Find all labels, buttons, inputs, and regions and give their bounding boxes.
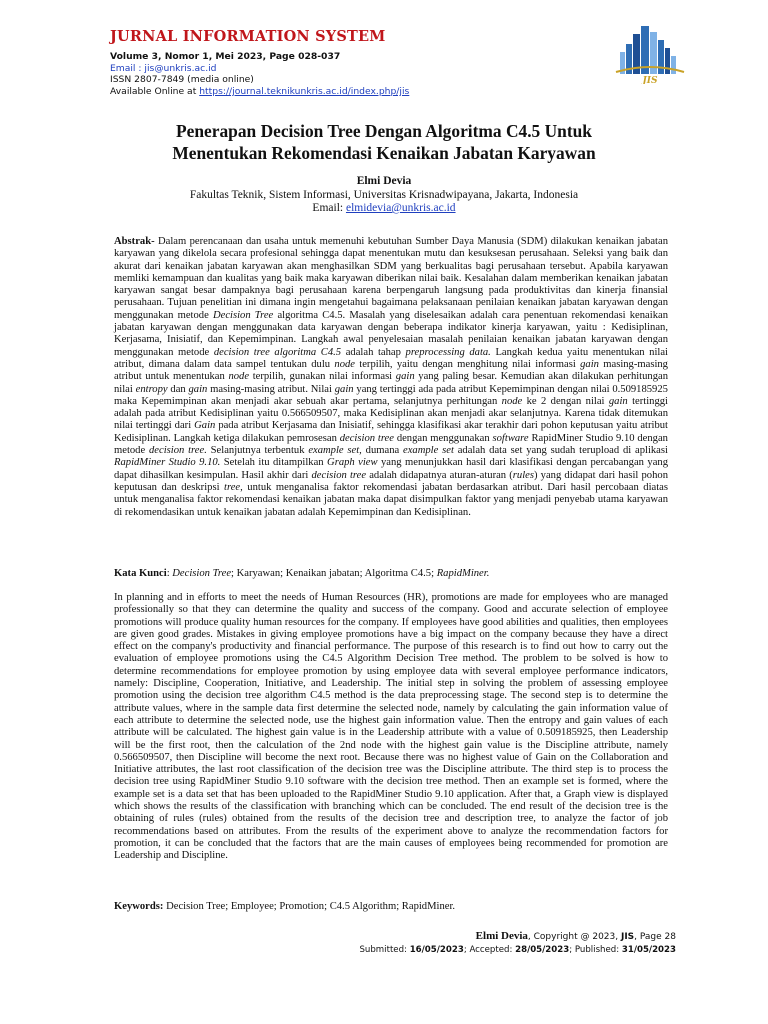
- abstract-italic: gain: [395, 371, 415, 383]
- title-line-2: Menentukan Rekomendasi Kenaikan Jabatan Karyawan: [172, 143, 596, 163]
- abstract-italic: preprocessing data.: [405, 346, 491, 358]
- abstract-text: adalah data set yang sudah terupload di aplikasi: [457, 445, 668, 457]
- abstract-text: dengan menggunakan: [396, 432, 490, 444]
- footer-copyright: [359, 930, 676, 944]
- abstract-text: Selanjutnya terbentuk: [210, 445, 305, 457]
- published-date: 31/05/2023: [621, 945, 676, 955]
- abstract-text: yang paling besar. Kemudian akan dilakukan perhitungan nilai: [114, 371, 669, 395]
- abstract-indonesian: [114, 236, 668, 519]
- jis-logo: [614, 22, 686, 84]
- abstract-text: ) yang didapat dari hasil pohon keputusan dan deskripsi: [114, 469, 668, 493]
- abstract-italic: Decision Tree: [212, 309, 274, 321]
- keyword-text: ; Karyawan; Kenaikan jabatan; Algoritma C4.5;: [231, 568, 435, 579]
- footer-copyright-text: , Copyright @ 2023,: [527, 932, 619, 942]
- abstract-italic: gain: [580, 358, 599, 370]
- keyword-italic: Decision Tree: [172, 568, 232, 579]
- abstract-italic: decision tree.: [149, 445, 207, 457]
- abstract-italic: gain: [334, 383, 354, 395]
- abstract-text: untuk menganalisa faktor rekomendasi jabatan berdasarkan atribut. Dari hasil percobaan diatas untuk menganalisa faktor rekomendasi kenaikan jabatan maka dapat disimpulkan faktor yang menjadi penyebab utama karyawan di rekomendasikan untuk kenaikan jabatan adalah Kepemimpinan dan Kedisiplinan.: [114, 481, 668, 518]
- abstract-italic: node: [228, 371, 250, 383]
- abstract-text: dan: [170, 383, 186, 395]
- buildings-logo-icon: [614, 22, 686, 84]
- abstract-label: Abstrak-: [114, 236, 155, 247]
- journal-name: JURNAL INFORMATION SYSTEM: [110, 28, 386, 45]
- abstract-text: RapidMiner Studio 9.10 dengan metode: [114, 432, 668, 457]
- abstract-italic: example set: [403, 445, 454, 457]
- footer-author: Elmi Devia: [475, 930, 528, 942]
- abstract-text: masing-masing atribut untuk menentukan: [114, 358, 668, 383]
- journal-issn: ISSN 2807-7849 (media online): [110, 74, 254, 86]
- published-label: ; Published:: [569, 945, 620, 955]
- abstract-text: Dalam perencanaan dan usaha untuk memenuhi kebutuhan Sumber Daya Manusia (SDM) dilakukan kenaikan jabatan karyawan yang dikelola secara profesional sehingga dapat menentukan mutu dan kesuksesan perusahaan. Seleksi yang baik dan akurat dari kenaikan jabatan karyawan akan menghasilkan SDM yang berkualitas bagi perusahaan tersebut. Apabila karyawan memliki kemampuan dan kualitas yang baik maka karyawan diberikan nilai baik. Kesalahan dalam memberikan kenaikan jabatan karyawan sangat besar dampaknya bagi perusahaan karena berpengaruh langsung pada produktivitas dan kinerja finansial perusahaan. Tujuan penelitian ini dimana ingin mengetahui bagaimana pelaksanaan penilaian kenaikan jabatan karyawan dengan menggunakan metode: [114, 236, 668, 321]
- submitted-label: Submitted:: [359, 945, 407, 955]
- journal-email[interactable]: Email : jis@unkris.ac.id: [110, 62, 217, 74]
- abstract-italic: RapidMiner Studio 9.10.: [114, 457, 221, 469]
- author-name: Elmi Devia: [356, 175, 412, 187]
- keywords-label: Kata Kunci: [114, 568, 167, 579]
- author-affiliation: Fakultas Teknik, Sistem Informasi, Universitas Krisnadwipayana, Jakarta, Indonesia: [189, 188, 579, 201]
- keywords-indonesian: Kata Kunci: Decision Tree; Karyawan; Kenaikan jabatan; Algoritma C4.5; RapidMiner.: [114, 568, 490, 579]
- accepted-label: ; Accepted:: [463, 945, 513, 955]
- abstract-text: adalah tahap: [345, 346, 401, 358]
- accepted-date: 28/05/2023: [515, 945, 570, 955]
- journal-online: [110, 86, 590, 98]
- title-line-1: Penerapan Decision Tree Dengan Algoritma C4.5 Untuk: [176, 121, 592, 141]
- abstract-italic: decision tree: [339, 432, 394, 444]
- abstract-text: ke 2 dengan nilai: [526, 395, 605, 407]
- footer-page: , Page 28: [634, 932, 676, 942]
- journal-volume: Volume 3, Nomor 1, Mei 2023, Page 028-037: [110, 51, 341, 62]
- keywords-en-label: Keywords:: [114, 901, 164, 912]
- abstract-text: yang menunjukkan hasil dari klasifikasi dengan percabangan yang dapat dihasilkan kesimpulan. Hasil akhir dari: [114, 457, 668, 481]
- author-email-line: [100, 202, 668, 216]
- keywords-en-text: Decision Tree; Employee; Promotion; C4.5 Algorithm; RapidMiner.: [166, 901, 456, 912]
- author-email-label: Email:: [312, 202, 344, 214]
- journal-header: [110, 28, 590, 97]
- abstract-text: algoritma C4.5. Masalah yang diselesaikan adalah cara penentuan rekomendasi kenaikan jabatan karyawan dengan menggunakan data karyawan dengan beberapa indikator kinerja karyawan, yaitu : Kedisiplinan, Kerjasama, Inisiatif, dan Kepemimpinan. Langkah awal penyelesaian masalah penilaian kenaikan jabatan karyawan dengan menggunakan metode: [114, 309, 668, 358]
- paper-title: [100, 120, 668, 164]
- submitted-date: 16/05/2023: [409, 945, 464, 955]
- abstract-text: tertinggi adalah pada atribut Kedisiplinan yaitu 0.566509507, maka Kedisiplinan akan menjadi akar selanjutnya. Karena tidak ditemukan nilai tertinggi dari: [114, 395, 669, 432]
- abstract-italic: rules: [512, 469, 534, 481]
- logo-text: JIS: [642, 76, 658, 84]
- abstract-italic: gain: [188, 383, 208, 395]
- abstract-italic: gain: [608, 395, 628, 407]
- footer-dates: [359, 944, 676, 957]
- keyword-italic: RapidMiner.: [436, 568, 490, 579]
- abstract-italic: entropy: [135, 383, 168, 395]
- abstract-italic: node: [501, 395, 523, 407]
- abstract-italic: decision tree: [311, 469, 367, 481]
- abstract-text: adalah didapatnya aturan-aturan (: [369, 469, 513, 481]
- journal-url-link[interactable]: https://journal.teknikunkris.ac.id/index.php/jis: [199, 85, 410, 97]
- author-email-link[interactable]: elmidevia@unkris.ac.id: [345, 202, 456, 214]
- keywords-english: [114, 901, 668, 913]
- available-label: Available Online at: [110, 85, 197, 97]
- abstract-english: In planning and in efforts to meet the needs of Human Resources (HR), promotions are made for employees who are managed professionally so that they can determine the quality and success of the company. Good and accurate selection of employee promotions will produce quality human resources for the company. If employees have good abilities and qualities, then employees are given good grades. Mistakes in giving employee promotions have a big impact on the company because they have a direct effect on the company's productivity and financial performance. The purpose of this research is to find out how to carry out the evaluation of employee promotions using the C4.5 Algorithm Decision Tree method. The problem to be solved is how to determine recommendations for employee promotion by using employee data with several employee performance indicators, namely: Discipline, Cooperation, Initiative, and Leadership. The initial step in solving the problem of assessing employee promotion using the decision tree algorithm C4.5 method is the data preprocessing stage. The second step is to determine the attribute values, where in the sample data first determine the selected node, namely by calculating the gain information value of each attribute to determine the selected node, use the highest gain information value. Then the entropy and gain values of each attribute will be calculated. The highest gain value is in the Leadership attribute with a value of 0.509185925, then Leadership will be the first root, then the calculation of the 2nd node with the highest gain value is the Discipline attribute, namely 0.566509507, then Discipline will become the next root. Because there was no highest value of Gain on the Collaboration and Initiative attributes, the last root classification of the decision tree was the Discipline attribute. The third step is to process the decision tree using RapidMiner Studio 9.10 software with the decision tree method. Then an example set is formed, where the example set is a data set that has been uploaded to the RapidMiner Studio 9.10 application. After that, a Graph view is displayed which shows the results of the classification with branching which can be concluded. The end result of the decision tree is the obtaining of rules (rules) obtained from the results of the decision tree and description tree, to analyze the factor of job recommendations based on attributes. From the results of the experiment above to analyze the recommendation factors for promotion, it can be concluded that the factors that are the main causes of employees being recommended for promotion are Leadership and Discipline.: [114, 592, 668, 862]
- abstract-italic: software: [492, 432, 529, 444]
- footer-journal: JIS: [620, 932, 635, 942]
- page-footer: [359, 930, 676, 957]
- abstract-text: dumana: [365, 445, 400, 457]
- abstract-text: masing-masing atribut. Nilai: [210, 383, 332, 395]
- abstract-italic: example set,: [308, 445, 362, 457]
- abstract-text: yang tertinggi ada pada atribut Kepemimpinan dengan nilai 0.509185925 maka Kepemimpinan akan menjadi akar sebuah akar pertama, selanjutnya perhitungan: [114, 383, 668, 407]
- abstract-italic: tree,: [224, 481, 243, 493]
- abstract-italic: Gain: [194, 420, 216, 432]
- abstract-text: pada atribut Kerjasama dan Inisiatif, sehingga klasifikasi akar terakhir dari pohon keputusan yaitu atribut Kedisiplinan. Langkah ketiga dilakukan pemrosesan: [114, 420, 668, 444]
- abstract-text: terpilih, gunakan nilai informasi: [252, 371, 393, 383]
- abstract-text: Setelah itu ditampilkan: [223, 457, 324, 469]
- abstract-text: Langkah kedua yaitu menentukan nilai atribut, dimana dalam data sampel tentukan dulu: [114, 346, 668, 370]
- abstract-italic: decision tree algoritma C4.5: [213, 346, 342, 358]
- abstract-text: terpilih, yaitu dengan menghitung nilai informasi: [359, 358, 576, 370]
- abstract-italic: node: [334, 358, 355, 370]
- abstract-italic: Graph view: [327, 457, 378, 469]
- author-block: [100, 175, 668, 216]
